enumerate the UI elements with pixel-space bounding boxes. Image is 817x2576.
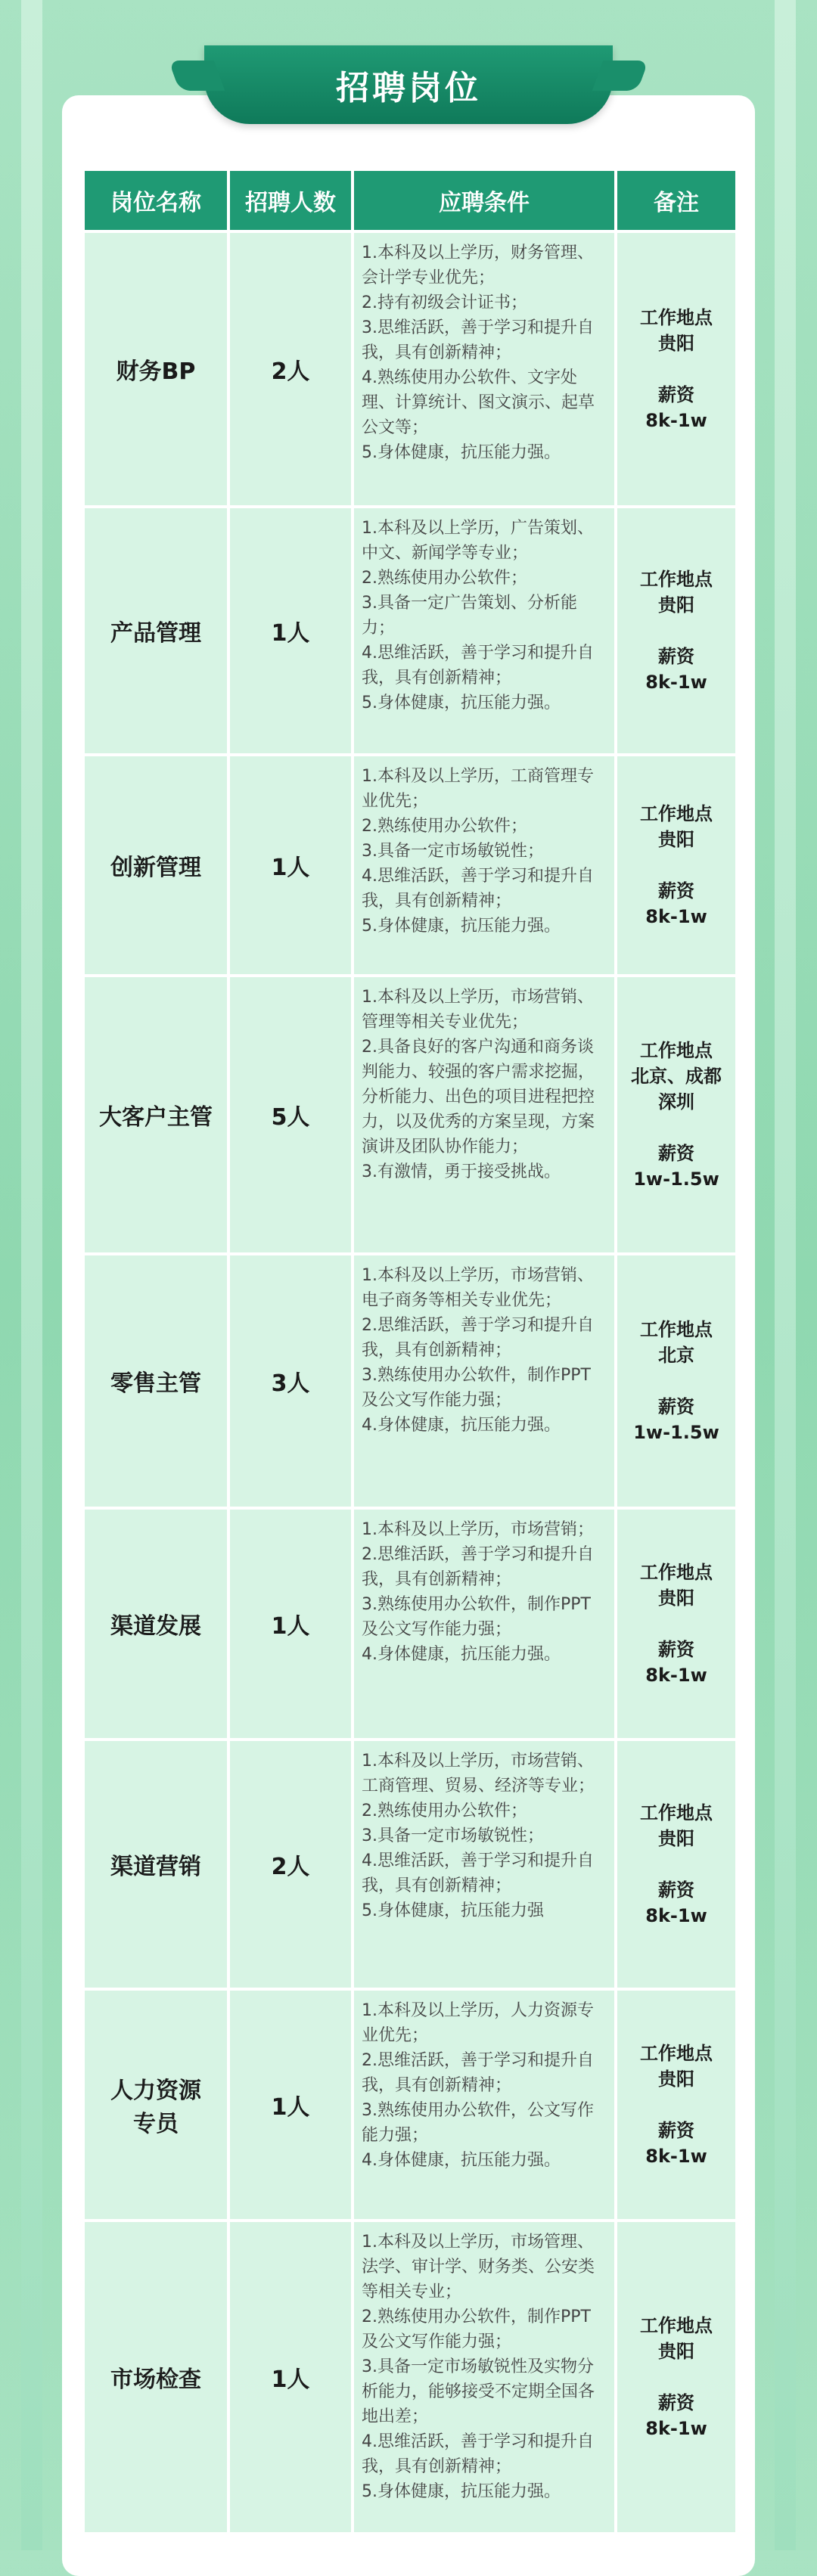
location-label: 工作地点	[640, 1802, 713, 1823]
table-row	[85, 233, 735, 505]
salary-value: 1w-1.5w	[633, 1169, 719, 1190]
requirements	[354, 1255, 614, 1507]
requirements	[354, 977, 614, 1252]
requirement-item: 3.熟练使用办公软件，制作PPT及公文写作能力强；	[362, 1595, 591, 1639]
requirement-item: 5.身体健康，抗压能力强。	[362, 694, 561, 712]
table-row	[85, 977, 735, 1252]
requirement-item: 1.本科及以上学历，人力资源专业优先；	[362, 2001, 594, 2045]
requirement-item: 4.思维活跃，善于学习和提升自我，具有创新精神；	[362, 2432, 594, 2476]
headcount: 3人	[230, 1255, 351, 1507]
note-spacer	[618, 1115, 735, 1141]
requirement-item: 2.持有初级会计证书；	[362, 293, 527, 312]
requirement-item: 3.具备一定市场敏锐性；	[362, 1826, 544, 1845]
note-spacer	[618, 852, 735, 878]
requirement-item: 3.具备一定市场敏锐性及实物分析能力，能够接受不定期全国各地出差；	[362, 2357, 595, 2426]
header-position-name: 岗位名称	[85, 171, 227, 230]
requirement-item: 5.身体健康，抗压能力强	[362, 1901, 544, 1920]
notes	[617, 1510, 735, 1738]
requirement-item: 2.熟练使用办公软件；	[362, 569, 527, 588]
note-spacer	[618, 2092, 735, 2118]
salary-value: 1w-1.5w	[633, 1422, 719, 1443]
table-row	[85, 756, 735, 974]
requirement-item: 2.具备良好的客户沟通和商务谈判能力、较强的客户需求挖掘，分析能力、出色的项目进程把控力，以及优秀的方案呈现，方案演讲及团队协作能力；	[362, 1038, 595, 1156]
requirement-item: 3.有激情，勇于接受挑战。	[362, 1162, 561, 1181]
location-label: 工作地点	[640, 1040, 713, 1061]
notes	[617, 1741, 735, 1988]
headcount: 1人	[230, 756, 351, 974]
requirement-item: 3.具备一定广告策划、分析能力；	[362, 594, 577, 638]
recruitment-table	[82, 168, 738, 2535]
salary-label: 薪资	[658, 646, 694, 667]
requirements	[354, 1991, 614, 2219]
table-row	[85, 2222, 735, 2532]
requirement-item: 4.思维活跃，善于学习和提升自我，具有创新精神；	[362, 644, 594, 687]
headcount: 1人	[230, 1510, 351, 1738]
header-requirements: 应聘条件	[354, 171, 614, 230]
requirement-item: 4.身体健康，抗压能力强。	[362, 1416, 561, 1435]
note-spacer	[618, 1611, 735, 1637]
requirement-item: 2.思维活跃，善于学习和提升自我，具有创新精神；	[362, 1545, 594, 1589]
requirements	[354, 233, 614, 505]
note-spacer	[618, 618, 735, 644]
requirement-item: 3.熟练使用办公软件，制作PPT及公文写作能力强；	[362, 1366, 591, 1410]
salary-value: 8k-1w	[645, 672, 707, 693]
headcount: 2人	[230, 1741, 351, 1988]
requirements	[354, 1741, 614, 1988]
header-headcount: 招聘人数	[230, 171, 351, 230]
position-name: 零售主管	[85, 1255, 227, 1507]
location-label: 工作地点	[640, 569, 713, 590]
requirement-item: 5.身体健康，抗压能力强。	[362, 2482, 561, 2501]
notes	[617, 2222, 735, 2532]
salary-value: 8k-1w	[645, 906, 707, 927]
salary-label: 薪资	[658, 1879, 694, 1901]
requirement-item: 1.本科及以上学历，市场营销、管理等相关专业优先；	[362, 988, 594, 1032]
requirements	[354, 2222, 614, 2532]
salary-label: 薪资	[658, 1639, 694, 1660]
table-header-row	[85, 171, 735, 230]
position-name: 创新管理	[85, 756, 227, 974]
location-value: 北京、成都 深圳	[631, 1066, 722, 1113]
headcount: 1人	[230, 1991, 351, 2219]
requirement-item: 5.身体健康，抗压能力强。	[362, 443, 561, 462]
requirement-item: 3.熟练使用办公软件，公文写作能力强；	[362, 2101, 594, 2145]
requirement-item: 1.本科及以上学历，市场营销、工商管理、贸易、经济等专业；	[362, 1752, 595, 1795]
requirement-item: 4.思维活跃，善于学习和提升自我，具有创新精神；	[362, 1851, 594, 1895]
requirements	[354, 756, 614, 974]
note-spacer	[618, 2364, 735, 2390]
headcount: 1人	[230, 508, 351, 753]
position-name: 大客户主管	[85, 977, 227, 1252]
position-name: 人力资源 专员	[85, 1991, 227, 2219]
requirement-item: 3.具备一定市场敏锐性；	[362, 842, 544, 861]
notes	[617, 1991, 735, 2219]
note-spacer	[618, 1368, 735, 1394]
requirements	[354, 508, 614, 753]
requirement-item: 2.思维活跃，善于学习和提升自我，具有创新精神；	[362, 2051, 594, 2095]
salary-value: 8k-1w	[645, 410, 707, 431]
requirement-item: 2.思维活跃，善于学习和提升自我，具有创新精神；	[362, 1316, 594, 1360]
requirement-item: 4.熟练使用办公软件、文字处理、计算统计、图文演示、起草公文等；	[362, 368, 595, 437]
location-label: 工作地点	[640, 1319, 713, 1340]
location-value: 贵阳	[658, 1828, 694, 1849]
note-spacer	[618, 356, 735, 382]
location-label: 工作地点	[640, 2315, 713, 2336]
requirement-item: 1.本科及以上学历，广告策划、中文、新闻学等专业；	[362, 519, 594, 563]
position-name: 财务BP	[85, 233, 227, 505]
location-value: 北京	[658, 1345, 694, 1366]
notes	[617, 977, 735, 1252]
requirement-item: 1.本科及以上学历，市场营销、电子商务等相关专业优先；	[362, 1266, 594, 1310]
location-label: 工作地点	[640, 2043, 713, 2064]
location-label: 工作地点	[640, 1562, 713, 1583]
table-row	[85, 1510, 735, 1738]
salary-label: 薪资	[658, 2392, 694, 2413]
salary-label: 薪资	[658, 2120, 694, 2141]
notes	[617, 1255, 735, 1507]
table-row	[85, 1255, 735, 1507]
right-decor-stripe	[775, 0, 796, 2550]
requirement-item: 1.本科及以上学历，市场管理、法学、审计学、财务类、公安类等相关专业；	[362, 2233, 595, 2301]
location-value: 贵阳	[658, 829, 694, 850]
requirement-item: 1.本科及以上学历，财务管理、会计学专业优先；	[362, 244, 594, 287]
page-title: 招聘岗位	[336, 69, 481, 107]
position-name: 产品管理	[85, 508, 227, 753]
table-row	[85, 1741, 735, 1988]
location-value: 贵阳	[658, 333, 694, 354]
note-spacer	[618, 1851, 735, 1877]
requirement-item: 2.熟练使用办公软件；	[362, 1802, 527, 1820]
notes	[617, 508, 735, 753]
salary-value: 8k-1w	[645, 1665, 707, 1686]
location-label: 工作地点	[640, 307, 713, 328]
requirement-item: 4.思维活跃，善于学习和提升自我，具有创新精神；	[362, 867, 594, 911]
position-name: 渠道营销	[85, 1741, 227, 1988]
notes	[617, 756, 735, 974]
requirement-item: 1.本科及以上学历，市场营销；	[362, 1520, 594, 1539]
location-value: 贵阳	[658, 594, 694, 616]
headcount: 1人	[230, 2222, 351, 2532]
header-notes: 备注	[617, 171, 735, 230]
headcount: 2人	[230, 233, 351, 505]
requirement-item: 1.本科及以上学历，工商管理专业优先；	[362, 767, 594, 811]
notes	[617, 233, 735, 505]
salary-label: 薪资	[658, 1143, 694, 1164]
salary-value: 8k-1w	[645, 2146, 707, 2167]
title-banner	[204, 45, 613, 124]
table-row	[85, 508, 735, 753]
salary-value: 8k-1w	[645, 2418, 707, 2439]
requirement-item: 4.身体健康，抗压能力强。	[362, 1645, 561, 1664]
table-row	[85, 1991, 735, 2219]
salary-label: 薪资	[658, 384, 694, 405]
salary-label: 薪资	[658, 880, 694, 902]
location-value: 贵阳	[658, 2069, 694, 2090]
requirement-item: 2.熟练使用办公软件；	[362, 817, 527, 836]
requirement-item: 3.思维活跃，善于学习和提升自我，具有创新精神；	[362, 318, 594, 362]
requirements	[354, 1510, 614, 1738]
requirement-item: 2.熟练使用办公软件，制作PPT及公文写作能力强；	[362, 2308, 591, 2351]
left-decor-stripe	[21, 0, 42, 2550]
location-label: 工作地点	[640, 803, 713, 824]
location-value: 贵阳	[658, 1587, 694, 1609]
salary-value: 8k-1w	[645, 1905, 707, 1926]
position-name: 市场检查	[85, 2222, 227, 2532]
requirement-item: 4.身体健康，抗压能力强。	[362, 2151, 561, 2170]
location-value: 贵阳	[658, 2341, 694, 2362]
salary-label: 薪资	[658, 1396, 694, 1417]
position-name: 渠道发展	[85, 1510, 227, 1738]
headcount: 5人	[230, 977, 351, 1252]
requirement-item: 5.身体健康，抗压能力强。	[362, 917, 561, 936]
